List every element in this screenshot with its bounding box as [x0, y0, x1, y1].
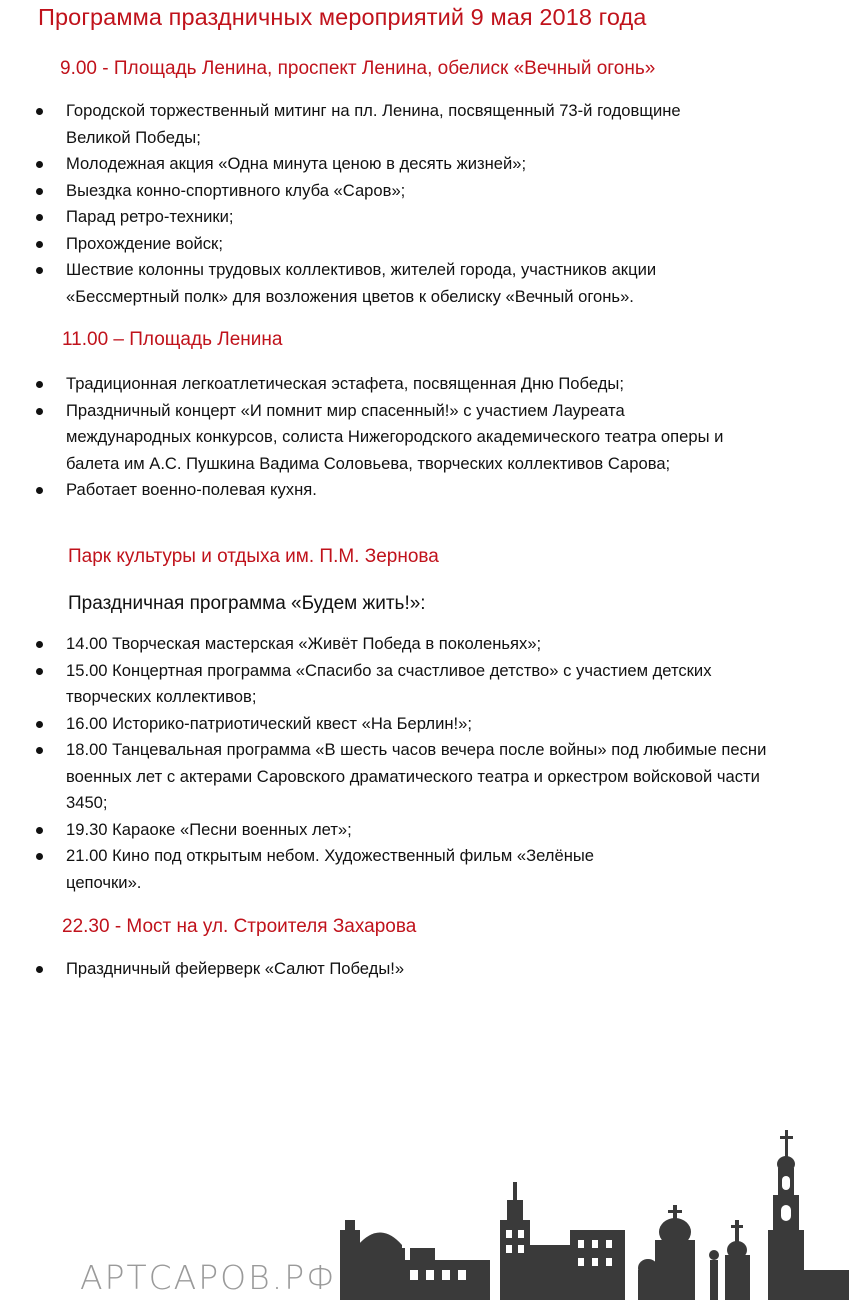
list-item: Городской торжественный митинг на пл. Ленина, посвященный 73-й годовщине Великой Победы;	[0, 98, 800, 151]
section-list-culture-park	[0, 631, 800, 896]
list-item: 18.00 Танцевальная программа «В шесть часов вечера после войны» под любимые песни военных лет с актерами Саровского драматического театра и оркестром войсковой части 3450;	[0, 737, 800, 817]
section-heading-lenin-square: 11.00 – Площадь Ленина	[62, 329, 283, 350]
section-list-lenin-square	[0, 371, 800, 504]
list-item: 19.30 Караоке «Песни военных лет»;	[0, 817, 800, 844]
section-subheading-program: Праздничная программа «Будем жить!»:	[68, 593, 426, 614]
list-item: 21.00 Кино под открытым небом. Художественный фильм «Зелёные цепочки».	[0, 843, 800, 896]
section-list-bridge	[0, 956, 800, 983]
page-title: Программа праздничных мероприятий 9 мая 2018 года	[38, 4, 647, 30]
section-heading-culture-park: Парк культуры и отдыха им. П.М. Зернова	[68, 546, 439, 567]
city-skyline-illustration	[300, 1120, 849, 1300]
list-item: 15.00 Концертная программа «Спасибо за счастливое детство» с участием детских творческих коллективов;	[0, 658, 800, 711]
list-item: Выездка конно-спортивного клуба «Саров»;	[0, 178, 800, 205]
section-heading-lenin-square-morning: 9.00 - Площадь Ленина, проспект Ленина, обелиск «Вечный огонь»	[60, 58, 656, 79]
list-item: Работает военно-полевая кухня.	[0, 477, 800, 504]
list-item: Прохождение войск;	[0, 231, 800, 258]
list-item: Парад ретро-техники;	[0, 204, 800, 231]
list-item: Праздничный концерт «И помнит мир спасенный!» с участием Лауреата международных конкурсов, солиста Нижегородского академического театра оперы и балета им А.С. Пушкина Вадима Соловьева, творческих коллективов Сарова;	[0, 398, 800, 478]
list-item: Шествие колонны трудовых коллективов, жителей города, участников акции «Бессмертный полк» для возложения цветов к обелиску «Вечный огонь».	[0, 257, 800, 310]
list-item: 16.00 Историко-патриотический квест «На Берлин!»;	[0, 711, 800, 738]
site-logo: АРТСАРОВ.РФ	[80, 1258, 337, 1297]
section-list-lenin-square-morning	[0, 98, 800, 310]
list-item: 14.00 Творческая мастерская «Живёт Победа в поколеньях»;	[0, 631, 800, 658]
list-item: Традиционная легкоатлетическая эстафета, посвященная Дню Победы;	[0, 371, 800, 398]
section-heading-bridge: 22.30 - Мост на ул. Строителя Захарова	[62, 916, 417, 937]
list-item: Праздничный фейерверк «Салют Победы!»	[0, 956, 800, 983]
list-item: Молодежная акция «Одна минута ценою в десять жизней»;	[0, 151, 800, 178]
